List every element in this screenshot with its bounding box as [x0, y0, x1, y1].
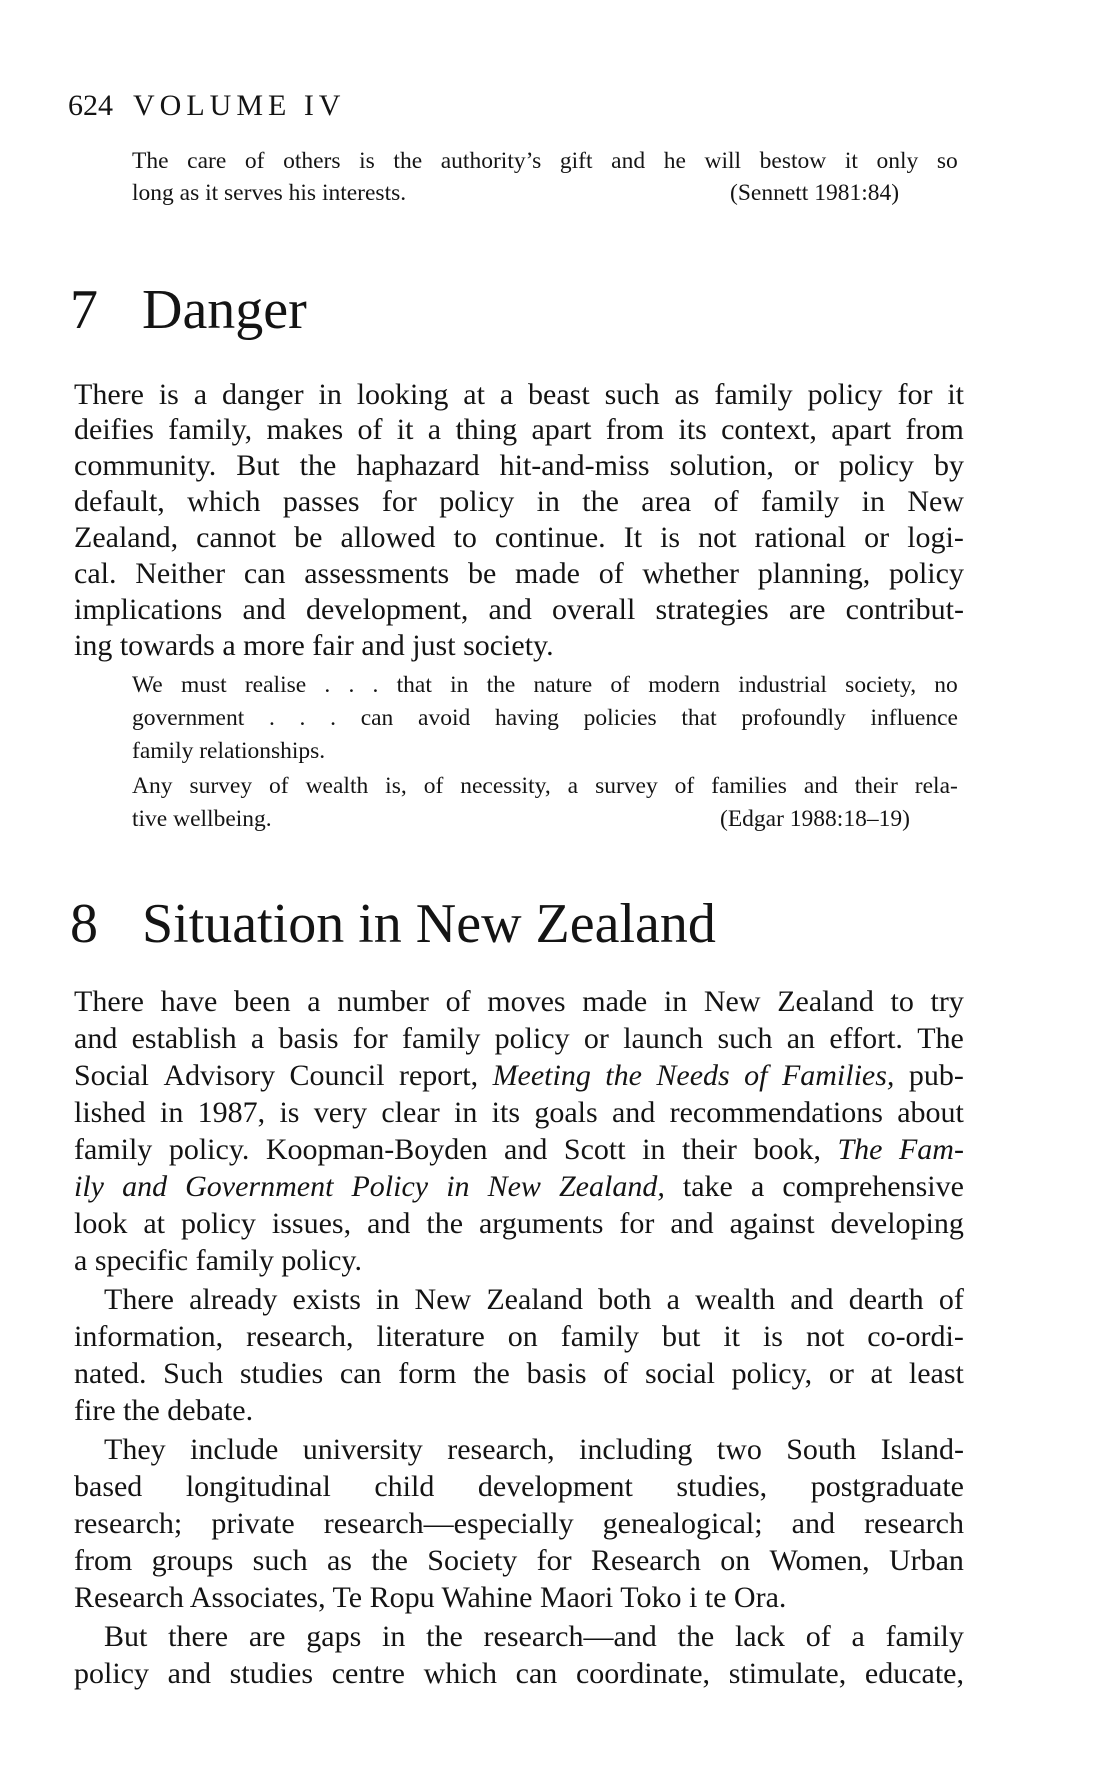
quote-line: government . . . can avoid having policies that profoundly influence [132, 705, 958, 731]
paragraph-line: policy and studies centre which can coordinate, stimulate, educate, [74, 1657, 964, 1690]
section-number: 8 [70, 893, 98, 955]
paragraph-line: ing towards a more fair and just society. [74, 629, 554, 662]
paragraph-line: There have been a number of moves made in New Zealand to try [74, 985, 964, 1018]
book-title: The [837, 1133, 883, 1166]
paragraph-line: Research Associates, Te Ropu Wahine Maori Toko i te Ora. [74, 1581, 787, 1614]
section-title: Danger [142, 279, 307, 341]
quote-line: tive wellbeing. [132, 806, 272, 832]
paragraph-line: nated. Such studies can form the basis of social policy, or at least [74, 1357, 964, 1390]
paragraph-line: There is a danger in looking at a beast such as family policy for it [74, 378, 964, 411]
book-title-continued: Policy [351, 1170, 429, 1203]
book-title-continued: in [446, 1170, 470, 1203]
paragraph-line: fire the debate. [74, 1394, 254, 1427]
report-title: of [744, 1059, 768, 1092]
book-title: Fam- [898, 1133, 964, 1166]
paragraph-line: a specific family policy. [74, 1244, 362, 1277]
paragraph-line: deifies family, makes of it a thing apart from its context, apart from [74, 413, 964, 446]
paragraph-line: They include university research, including two South Island- [104, 1433, 964, 1466]
paragraph-line: family policy. Koopman-Boyden and Scott in their book, The Fam- [74, 1133, 964, 1166]
report-title: Families, [781, 1059, 895, 1092]
paragraph-line: lished in 1987, is very clear in its goals and recommendations about [74, 1096, 964, 1129]
paragraph-line: ily and Government Policy in New Zealand, take a comprehensive [74, 1170, 964, 1203]
page-number: 624 [68, 89, 113, 122]
section-number: 7 [70, 279, 98, 341]
section-heading-situation [70, 892, 716, 956]
quote-line: Any survey of wealth is, of necessity, a survey of families and their rela- [132, 773, 958, 799]
quote-citation: (Edgar 1988:18–19) [720, 806, 910, 832]
epigraph-citation: (Sennett 1981:84) [730, 180, 900, 206]
book-title-continued: ily [74, 1170, 104, 1203]
paragraph-line: from groups such as the Society for Research on Women, Urban [74, 1544, 964, 1577]
paragraph-line: community. But the haphazard hit-and-miss solution, or policy by [74, 449, 964, 482]
quote-line: family relationships. [132, 738, 326, 764]
paragraph-line: There already exists in New Zealand both a wealth and dearth of [104, 1283, 964, 1316]
book-title-continued: and [122, 1170, 168, 1203]
report-title: Meeting [492, 1059, 591, 1092]
report-title: Needs [656, 1059, 730, 1092]
book-title-continued: Government [185, 1170, 334, 1203]
volume-label: VOLUME IV [133, 89, 346, 122]
paragraph-line: implications and development, and overall strategies are contribut- [74, 593, 964, 626]
report-title: the [605, 1059, 642, 1092]
section-heading-danger [70, 278, 307, 342]
paragraph-line: default, which passes for policy in the area of family in New [74, 485, 964, 518]
paragraph-line: But there are gaps in the research—and the lack of a family [104, 1620, 964, 1653]
paragraph-line: and establish a basis for family policy or launch such an effort. The [74, 1022, 964, 1055]
paragraph-line: based longitudinal child development studies, postgraduate [74, 1470, 964, 1503]
paragraph-line: research; private research—especially genealogical; and research [74, 1507, 964, 1540]
paragraph-line: information, research, literature on family but it is not co-ordi- [74, 1320, 964, 1353]
running-head [68, 88, 345, 124]
paragraph-line: Zealand, cannot be allowed to continue. It is not rational or logi- [74, 521, 964, 554]
book-title-continued: New [487, 1170, 541, 1203]
paragraph-line: cal. Neither can assessments be made of whether planning, policy [74, 557, 964, 590]
paragraph-line: look at policy issues, and the arguments for and against developing [74, 1207, 964, 1240]
quote-line: We must realise . . . that in the nature of modern industrial society, no [132, 672, 958, 698]
section-title: Situation in New Zealand [142, 893, 716, 955]
epigraph-line: The care of others is the authority’s gift and he will bestow it only so [132, 148, 958, 174]
paragraph-line: Social Advisory Council report, Meeting the Needs of Families, pub- [74, 1059, 964, 1092]
epigraph-line: long as it serves his interests. [132, 180, 407, 206]
book-title-continued: Zealand, [559, 1170, 665, 1203]
